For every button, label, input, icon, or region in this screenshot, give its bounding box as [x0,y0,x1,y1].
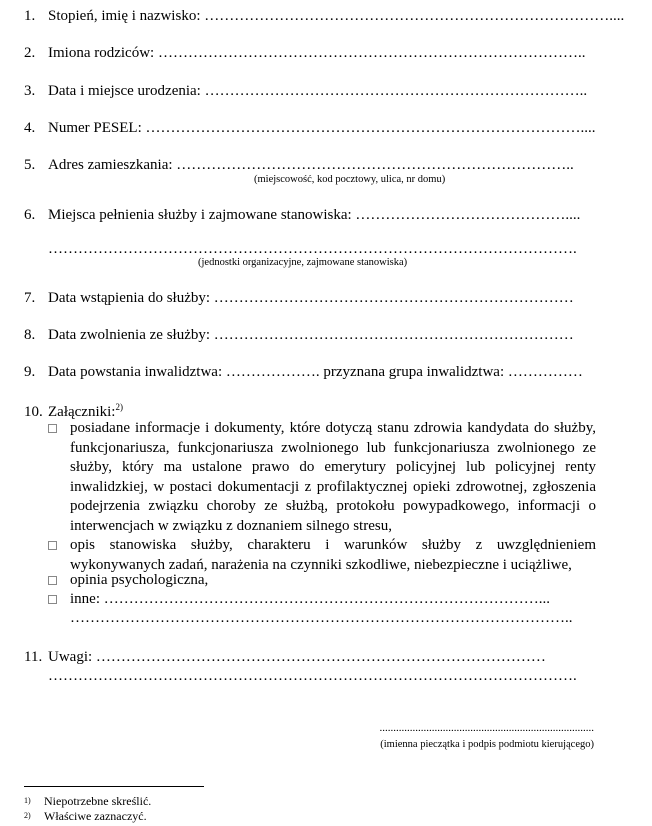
fill-in-dots[interactable]: …………………………………….... [355,207,581,223]
field-service-places [24,206,600,224]
fill-in-dots[interactable]: ……………………………………………………………… [213,327,574,343]
field-parents-names [24,44,600,62]
field-label: Data i miejsce urodzenia: [48,83,201,99]
units-hint: (jednostki organizacyjne, zajmowane stanowiska) [198,257,408,268]
field-label: Uwagi: [48,649,93,665]
fill-in-dots[interactable]: …………… [507,364,583,380]
attachment-item-medical-docs [48,419,596,536]
field-birth-date-place [24,82,600,100]
field-pesel [24,119,600,137]
service-places-line2[interactable]: ……………………………………………………………………………………………. [48,241,577,257]
fill-in-dots[interactable]: ………………. [225,364,320,380]
footnote-ref: 2) [115,402,123,412]
attachment-item-job-description [48,536,596,575]
field-disability [24,363,600,381]
checkbox[interactable] [48,576,57,585]
field-remarks [24,648,600,666]
disability-group-label: przyznana grupa inwalidztwa: [323,364,505,380]
footnote-text: Niepotrzebne skreślić. [44,794,152,808]
fill-in-dots[interactable]: ………………………………………………………………………….. [157,45,586,61]
fill-in-dots[interactable]: …………………………………………………………………………….... [145,120,596,136]
remarks-line2[interactable]: ……………………………………………………………………………………………. [48,668,577,684]
field-service-end [24,326,600,344]
attachment-text: opinia psychologiczna, [70,572,209,588]
fill-in-dots[interactable]: ……………………………………………………………………………… [95,649,546,665]
field-number: 9. [24,364,36,380]
field-label: Data zwolnienia ze służby: [48,327,211,343]
field-number: 8. [24,327,36,343]
footnote-1 [24,794,151,808]
signature-dots[interactable]: .............................................................................. [379,722,594,734]
field-number: 5. [24,157,36,173]
field-label: Numer PESEL: [48,120,142,136]
field-number: 2. [24,45,36,61]
field-number: 7. [24,290,36,306]
field-label: Data powstania inwalidztwa: [48,364,223,380]
fill-in-dots[interactable]: ………………………………………………………………….. [204,83,588,99]
field-service-start [24,289,600,307]
field-label: Data wstąpienia do służby: [48,290,211,306]
field-label: Załączniki: [48,404,116,420]
fill-in-dots[interactable]: ……………………………………………………………… [213,290,574,306]
checkbox[interactable] [48,424,57,433]
attachment-item-other [48,590,596,610]
field-number: 4. [24,120,36,136]
attachment-item-psych-opinion [48,571,596,591]
footnote-mark: 1) [24,796,31,805]
field-number: 10. [24,404,43,420]
checkbox[interactable] [48,541,57,550]
footnote-mark: 2) [24,811,31,820]
field-address [24,156,600,174]
footnote-2 [24,809,147,823]
fill-in-dots[interactable]: …………………………………………………………………….. [176,157,574,173]
fill-in-dots[interactable]: ……………………………………………………………………….... [204,8,625,24]
address-hint: (miejscowość, kod pocztowy, ulica, nr domu) [254,174,446,185]
other-line2[interactable]: ……………………………………………………………………………………….. [70,610,573,626]
signature-label: (imienna pieczątka i podpis podmiotu kierującego) [380,739,594,750]
field-number: 11. [24,649,43,665]
field-label: Miejsca pełnienia służby i zajmowane stanowiska: [48,207,352,223]
field-rank-name [24,7,625,25]
field-number: 6. [24,207,36,223]
field-label: Stopień, imię i nazwisko: [48,8,201,24]
attachments-heading [24,398,600,421]
attachment-text: posiadane informacje i dokumenty, które dotyczą stanu zdrowia kandydata do służby, funkcjonariusza, funkcjonariusza zwolnionego lub funkcjonariusza zwolnionego ze służby, który ma ustalone prawo do emerytury policyjnej lub policyjnej renty inwalidzkiej, w postaci dokumentacji z profilaktycznej opieki zdrowotnej, zgłoszenia podejrzenia związku choroby ze służbą, protokołu powypadkowego, informacji o interwencjach w związku z doznaniem silnego stresu, [70,420,596,534]
attachment-text: opis stanowiska służby, charakteru i warunków służby z uwzględnieniem wykonywanych zadań, narażenia na czynniki szkodliwe, niebezpieczne i uciążliwe, [70,537,596,573]
footnote-text: Właściwe zaznaczyć. [44,809,147,823]
field-number: 3. [24,83,36,99]
other-label: inne: [70,591,100,607]
fill-in-dots[interactable]: ……………………………………………………………………………... [103,591,550,607]
field-label: Adres zamieszkania: [48,157,173,173]
checkbox[interactable] [48,595,57,604]
field-number: 1. [24,8,36,24]
footnote-divider [24,786,204,787]
field-label: Imiona rodziców: [48,45,155,61]
